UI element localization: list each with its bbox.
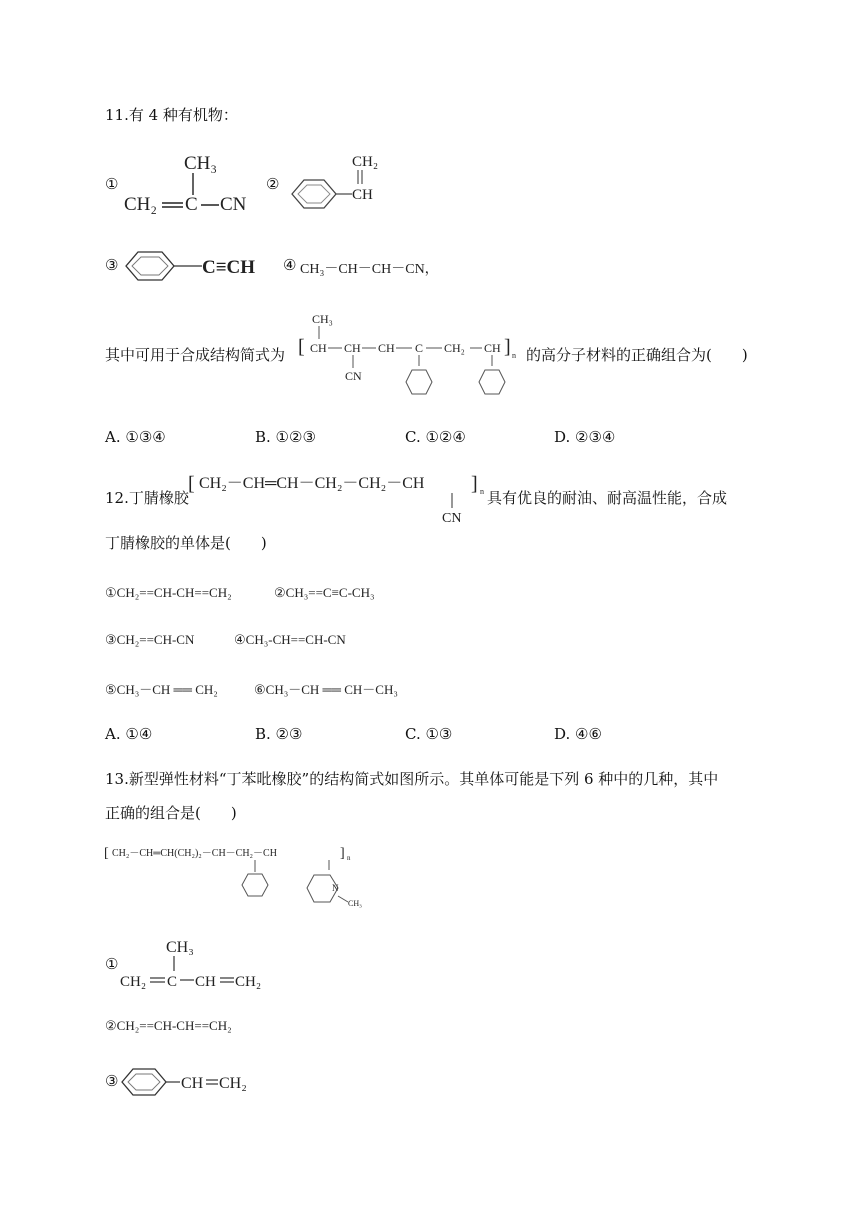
q11-option-b[interactable]: B. ①②③ xyxy=(255,428,316,446)
m1-top: CH₃ xyxy=(166,939,194,956)
q12-monomer-2: ②CH₃==C≡C-CH₃ xyxy=(274,585,375,600)
s1-left: CH₂ xyxy=(124,194,158,215)
q11-stem: 11.有 4 种有机物： xyxy=(105,106,238,124)
m3-a: CH xyxy=(181,1075,204,1092)
m1-b: C xyxy=(167,974,178,990)
q12-n: n xyxy=(480,487,484,496)
p-d: C xyxy=(415,341,424,355)
s3-right: C≡CH xyxy=(202,257,256,278)
p-e: CH₂ xyxy=(444,341,465,355)
q12-option-c[interactable]: C. ①③ xyxy=(405,725,453,743)
s1-mid: C xyxy=(185,194,198,215)
q11-label-4: ④ xyxy=(283,256,297,274)
q12-cn: CN xyxy=(442,511,462,526)
q13-n: n xyxy=(347,854,351,862)
svg-text:[: [ xyxy=(188,473,195,495)
q13-polymer-structure xyxy=(104,842,384,912)
q11-polymer-prefix: 其中可用于合成结构简式为 xyxy=(105,346,286,364)
q13-monomer-2: ②CH₂==CH-CH==CH₂ xyxy=(105,1018,232,1033)
q12-monomer-1: ①CH₂==CH-CH==CH₂ xyxy=(105,585,232,600)
s1-top: CH₃ xyxy=(184,153,218,174)
svg-text:[: [ xyxy=(104,846,109,861)
m1-a: CH₂ xyxy=(120,974,147,990)
svg-text:]: ] xyxy=(471,473,478,495)
q11-polymer-structure xyxy=(298,312,526,398)
q13-m3-label: ③ xyxy=(105,1072,119,1090)
p-c: CH xyxy=(378,341,395,355)
q12-option-a[interactable]: A. ①④ xyxy=(105,725,153,743)
q12-monomer-3: ③CH₂==CH-CN xyxy=(105,632,195,647)
q11-label-1: ① xyxy=(105,175,119,193)
q13-m1-label: ① xyxy=(105,955,119,973)
svg-text:]: ] xyxy=(504,336,511,358)
s2-bottom: CH xyxy=(352,187,373,203)
s1-right: CN xyxy=(220,194,247,215)
q11-polymer-suffix: 的高分子材料的正确组合为( ) xyxy=(526,346,748,364)
q11-option-a[interactable]: A. ①③④ xyxy=(105,428,166,446)
q12-stem-suffix: 具有优良的耐油、耐高温性能，合成 xyxy=(487,489,728,507)
p-b: CH xyxy=(344,341,361,355)
q12-monomer-6: ⑥CH₃－CH ══ CH－CH₃ xyxy=(254,682,398,697)
q12-option-d[interactable]: D. ④⑥ xyxy=(554,725,602,743)
q13-n-atom: N xyxy=(332,883,339,893)
svg-text:n: n xyxy=(512,351,516,360)
q12-chain: CH₂－CH═CH－CH₂－CH₂－CH xyxy=(199,475,425,492)
p-f: CH xyxy=(484,341,501,355)
q13-monomer-3-structure xyxy=(118,1062,278,1102)
q11-formula-4: CH₃－CH－CH－CN， xyxy=(300,262,439,277)
q13-ch3: CH₃ xyxy=(348,899,362,908)
q13-chain: CH₂－CH═CH(CH₂)₂－CH－CH₂－CH xyxy=(112,848,277,859)
svg-text:[: [ xyxy=(298,336,305,358)
q13-monomer-1-structure xyxy=(118,936,278,990)
q11-option-c[interactable]: C. ①②④ xyxy=(405,428,466,446)
q13-stem-line1: 13.新型弹性材料“丁苯吡橡胶”的结构简式如图所示。其单体可能是下列 6 种中的几种，其中 xyxy=(105,770,719,788)
svg-text:]: ] xyxy=(340,846,345,861)
q11-structure-3 xyxy=(122,246,282,286)
q11-structure-1 xyxy=(122,150,262,215)
q12-option-b[interactable]: B. ②③ xyxy=(255,725,303,743)
m1-c: CH xyxy=(195,974,216,990)
s2-top: CH₂ xyxy=(352,154,379,170)
q11-structure-2 xyxy=(284,150,394,215)
p-a: CH xyxy=(310,341,327,355)
q11-label-2: ② xyxy=(266,175,280,193)
q12-monomer-4: ④CH₃-CH==CH-CN xyxy=(234,632,346,647)
m3-b: CH₂ xyxy=(219,1075,247,1092)
p-cn: CN xyxy=(345,369,362,383)
m1-d: CH₂ xyxy=(235,974,262,990)
q12-monomer-5: ⑤CH₃－CH ══ CH₂ xyxy=(105,682,218,697)
q13-stem-line2: 正确的组合是( ) xyxy=(105,804,237,822)
q11-label-3: ③ xyxy=(105,256,119,274)
q12-polymer-structure xyxy=(188,470,488,526)
q12-stem-line2: 丁腈橡胶的单体是( ) xyxy=(105,534,267,552)
p-me: CH₃ xyxy=(312,312,333,326)
q12-stem-prefix: 12.丁腈橡胶 xyxy=(105,489,189,507)
q11-option-d[interactable]: D. ②③④ xyxy=(554,428,616,446)
